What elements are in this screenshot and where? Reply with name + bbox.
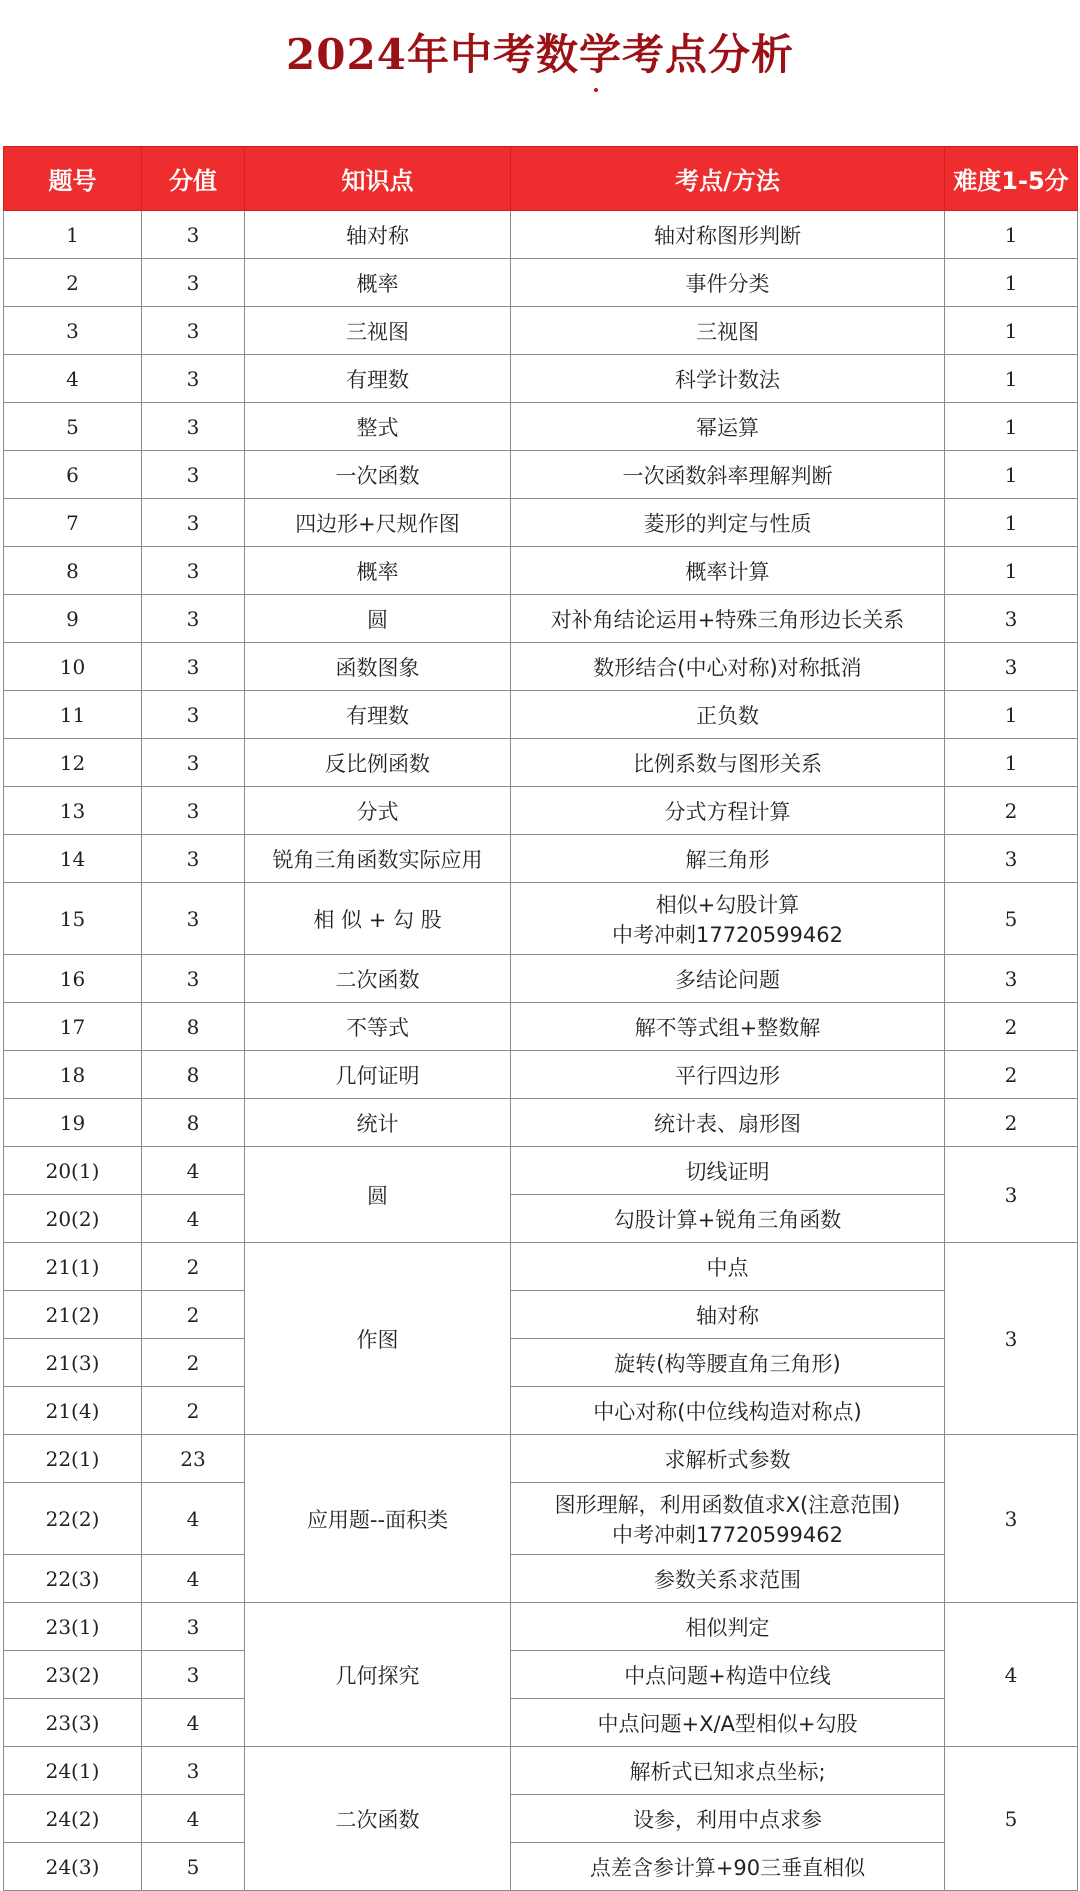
cell-question-no: 3 [4, 307, 142, 355]
cell-difficulty: 2 [945, 787, 1078, 835]
method-line-2: 中考冲刺17720599462 [612, 922, 843, 947]
table-row [4, 1795, 1078, 1843]
cell-knowledge: 概率 [245, 259, 511, 307]
cell-difficulty: 1 [945, 739, 1078, 787]
header-question-no: 题号 [4, 147, 142, 211]
cell-question-no: 21(2) [4, 1291, 142, 1339]
table-row [4, 1195, 1078, 1243]
table-row [4, 1003, 1078, 1051]
cell-question-no: 6 [4, 451, 142, 499]
cell-question-no: 16 [4, 955, 142, 1003]
page-header [0, 0, 1080, 145]
cell-score: 3 [142, 1651, 245, 1699]
cell-knowledge: 圆 [245, 595, 511, 643]
cell-question-no: 23(3) [4, 1699, 142, 1747]
cell-difficulty: 2 [945, 1051, 1078, 1099]
cell-method: 设参，利用中点求参 [511, 1795, 945, 1843]
cell-score: 3 [142, 1747, 245, 1795]
cell-score: 4 [142, 1555, 245, 1603]
table-row [4, 1603, 1078, 1651]
cell-score: 3 [142, 451, 245, 499]
table-row [4, 211, 1078, 259]
cell-difficulty: 1 [945, 691, 1078, 739]
table-row [4, 1387, 1078, 1435]
cell-question-no: 11 [4, 691, 142, 739]
cell-difficulty: 5 [945, 883, 1078, 955]
cell-question-no: 12 [4, 739, 142, 787]
cell-difficulty: 1 [945, 259, 1078, 307]
cell-difficulty: 2 [945, 1003, 1078, 1051]
cell-method: 相似判定 [511, 1603, 945, 1651]
cell-method: 解不等式组+整数解 [511, 1003, 945, 1051]
cell-method: 切线证明 [511, 1147, 945, 1195]
table-row [4, 1651, 1078, 1699]
exam-analysis-table [3, 146, 1078, 1891]
cell-score: 3 [142, 499, 245, 547]
cell-question-no: 9 [4, 595, 142, 643]
cell-score: 3 [142, 595, 245, 643]
cell-question-no: 7 [4, 499, 142, 547]
cell-knowledge: 几何探究 [245, 1603, 511, 1747]
cell-score: 3 [142, 547, 245, 595]
cell-method: 求解析式参数 [511, 1435, 945, 1483]
table-row [4, 955, 1078, 1003]
cell-method: 比例系数与图形关系 [511, 739, 945, 787]
cell-knowledge: 函数图象 [245, 643, 511, 691]
cell-question-no: 10 [4, 643, 142, 691]
cell-score: 2 [142, 1243, 245, 1291]
table-row [4, 1483, 1078, 1555]
cell-difficulty: 5 [945, 1747, 1078, 1891]
cell-difficulty: 3 [945, 595, 1078, 643]
cell-knowledge: 三视图 [245, 307, 511, 355]
cell-difficulty: 2 [945, 1099, 1078, 1147]
table-row [4, 1099, 1078, 1147]
cell-question-no: 15 [4, 883, 142, 955]
cell-question-no: 21(3) [4, 1339, 142, 1387]
cell-question-no: 24(3) [4, 1843, 142, 1891]
table-row [4, 547, 1078, 595]
cell-difficulty: 3 [945, 643, 1078, 691]
table-row [4, 499, 1078, 547]
cell-difficulty: 3 [945, 835, 1078, 883]
cell-score: 3 [142, 307, 245, 355]
cell-question-no: 8 [4, 547, 142, 595]
header-knowledge: 知识点 [245, 147, 511, 211]
cell-score: 3 [142, 787, 245, 835]
cell-question-no: 22(3) [4, 1555, 142, 1603]
cell-score: 3 [142, 883, 245, 955]
table-row [4, 355, 1078, 403]
cell-question-no: 20(2) [4, 1195, 142, 1243]
cell-method: 多结论问题 [511, 955, 945, 1003]
cell-score: 3 [142, 259, 245, 307]
cell-question-no: 19 [4, 1099, 142, 1147]
table-row [4, 307, 1078, 355]
table-row [4, 1747, 1078, 1795]
header-difficulty: 难度1-5分 [945, 147, 1078, 211]
cell-method [511, 1483, 945, 1555]
cell-knowledge: 应用题--面积类 [245, 1435, 511, 1603]
cell-score: 4 [142, 1195, 245, 1243]
cell-difficulty: 3 [945, 1243, 1078, 1435]
cell-question-no: 13 [4, 787, 142, 835]
cell-question-no: 22(1) [4, 1435, 142, 1483]
cell-method: 一次函数斜率理解判断 [511, 451, 945, 499]
page-title: 2024年中考数学考点分析 [286, 30, 794, 79]
cell-score: 4 [142, 1483, 245, 1555]
cell-score: 5 [142, 1843, 245, 1891]
decorative-dot [594, 88, 598, 92]
cell-score: 4 [142, 1699, 245, 1747]
cell-knowledge: 几何证明 [245, 1051, 511, 1099]
cell-score: 2 [142, 1291, 245, 1339]
cell-method: 中点问题+构造中位线 [511, 1651, 945, 1699]
cell-method [511, 883, 945, 955]
table-row [4, 1435, 1078, 1483]
cell-score: 3 [142, 643, 245, 691]
cell-method: 解析式已知求点坐标; [511, 1747, 945, 1795]
cell-difficulty: 1 [945, 355, 1078, 403]
cell-score: 3 [142, 355, 245, 403]
table-row [4, 883, 1078, 955]
cell-difficulty: 3 [945, 1435, 1078, 1603]
table-row [4, 1339, 1078, 1387]
table-row [4, 691, 1078, 739]
table-row [4, 451, 1078, 499]
cell-difficulty: 1 [945, 499, 1078, 547]
cell-question-no: 24(2) [4, 1795, 142, 1843]
cell-score: 3 [142, 1603, 245, 1651]
cell-method: 对补角结论运用+特殊三角形边长关系 [511, 595, 945, 643]
cell-knowledge: 反比例函数 [245, 739, 511, 787]
cell-score: 2 [142, 1339, 245, 1387]
cell-knowledge: 概率 [245, 547, 511, 595]
cell-method: 轴对称 [511, 1291, 945, 1339]
cell-knowledge: 分式 [245, 787, 511, 835]
cell-knowledge: 二次函数 [245, 955, 511, 1003]
cell-method: 轴对称图形判断 [511, 211, 945, 259]
header-method: 考点/方法 [511, 147, 945, 211]
cell-question-no: 18 [4, 1051, 142, 1099]
table-row [4, 1291, 1078, 1339]
cell-score: 2 [142, 1387, 245, 1435]
cell-question-no: 22(2) [4, 1483, 142, 1555]
cell-method: 正负数 [511, 691, 945, 739]
method-line-1: 相似+勾股计算 [655, 892, 800, 917]
table-row [4, 403, 1078, 451]
cell-question-no: 20(1) [4, 1147, 142, 1195]
table-row [4, 1699, 1078, 1747]
cell-difficulty: 1 [945, 547, 1078, 595]
cell-method: 参数关系求范围 [511, 1555, 945, 1603]
cell-question-no: 21(4) [4, 1387, 142, 1435]
cell-knowledge: 有理数 [245, 355, 511, 403]
cell-difficulty: 1 [945, 211, 1078, 259]
cell-knowledge: 有理数 [245, 691, 511, 739]
cell-score: 3 [142, 835, 245, 883]
cell-method: 数形结合(中心对称)对称抵消 [511, 643, 945, 691]
cell-question-no: 24(1) [4, 1747, 142, 1795]
cell-method: 三视图 [511, 307, 945, 355]
table-row [4, 1555, 1078, 1603]
cell-knowledge: 锐角三角函数实际应用 [245, 835, 511, 883]
header-score: 分值 [142, 147, 245, 211]
cell-question-no: 1 [4, 211, 142, 259]
cell-question-no: 2 [4, 259, 142, 307]
cell-knowledge: 作图 [245, 1243, 511, 1435]
cell-score: 3 [142, 691, 245, 739]
cell-difficulty: 3 [945, 955, 1078, 1003]
cell-question-no: 21(1) [4, 1243, 142, 1291]
cell-method: 菱形的判定与性质 [511, 499, 945, 547]
cell-score: 3 [142, 955, 245, 1003]
cell-knowledge: 圆 [245, 1147, 511, 1243]
cell-question-no: 4 [4, 355, 142, 403]
method-line-2: 中考冲刺17720599462 [612, 1522, 843, 1547]
cell-score: 3 [142, 739, 245, 787]
cell-question-no: 14 [4, 835, 142, 883]
cell-question-no: 17 [4, 1003, 142, 1051]
cell-score: 3 [142, 211, 245, 259]
cell-difficulty: 3 [945, 1147, 1078, 1243]
cell-knowledge: 不等式 [245, 1003, 511, 1051]
cell-score: 8 [142, 1003, 245, 1051]
table-row [4, 1243, 1078, 1291]
cell-knowledge: 轴对称 [245, 211, 511, 259]
cell-question-no: 5 [4, 403, 142, 451]
cell-method: 事件分类 [511, 259, 945, 307]
cell-knowledge: 二次函数 [245, 1747, 511, 1891]
table-row [4, 259, 1078, 307]
cell-method: 点差含参计算+90三垂直相似 [511, 1843, 945, 1891]
table-row [4, 595, 1078, 643]
cell-score: 4 [142, 1147, 245, 1195]
cell-difficulty: 1 [945, 403, 1078, 451]
cell-difficulty: 1 [945, 451, 1078, 499]
table-row [4, 1051, 1078, 1099]
cell-method: 勾股计算+锐角三角函数 [511, 1195, 945, 1243]
cell-knowledge: 四边形+尺规作图 [245, 499, 511, 547]
cell-score: 23 [142, 1435, 245, 1483]
cell-score: 3 [142, 403, 245, 451]
cell-method: 解三角形 [511, 835, 945, 883]
cell-question-no: 23(1) [4, 1603, 142, 1651]
table-row [4, 1843, 1078, 1891]
cell-method: 概率计算 [511, 547, 945, 595]
table-row [4, 643, 1078, 691]
cell-knowledge: 统计 [245, 1099, 511, 1147]
table-row [4, 787, 1078, 835]
cell-knowledge: 相 似 + 勾 股 [245, 883, 511, 955]
cell-knowledge: 整式 [245, 403, 511, 451]
cell-question-no: 23(2) [4, 1651, 142, 1699]
cell-difficulty: 4 [945, 1603, 1078, 1747]
cell-method: 幂运算 [511, 403, 945, 451]
cell-method: 统计表、扇形图 [511, 1099, 945, 1147]
cell-method: 中点问题+X/A型相似+勾股 [511, 1699, 945, 1747]
cell-method: 中点 [511, 1243, 945, 1291]
cell-method: 中心对称(中位线构造对称点) [511, 1387, 945, 1435]
cell-difficulty: 1 [945, 307, 1078, 355]
table-row [4, 739, 1078, 787]
cell-method: 平行四边形 [511, 1051, 945, 1099]
method-line-1: 图形理解，利用函数值求X(注意范围) [554, 1492, 901, 1517]
cell-method: 科学计数法 [511, 355, 945, 403]
cell-score: 4 [142, 1795, 245, 1843]
cell-score: 8 [142, 1051, 245, 1099]
cell-score: 8 [142, 1099, 245, 1147]
table-row [4, 1147, 1078, 1195]
table-row [4, 835, 1078, 883]
cell-method: 分式方程计算 [511, 787, 945, 835]
cell-knowledge: 一次函数 [245, 451, 511, 499]
table-header-row [4, 147, 1078, 211]
cell-method: 旋转(构等腰直角三角形) [511, 1339, 945, 1387]
